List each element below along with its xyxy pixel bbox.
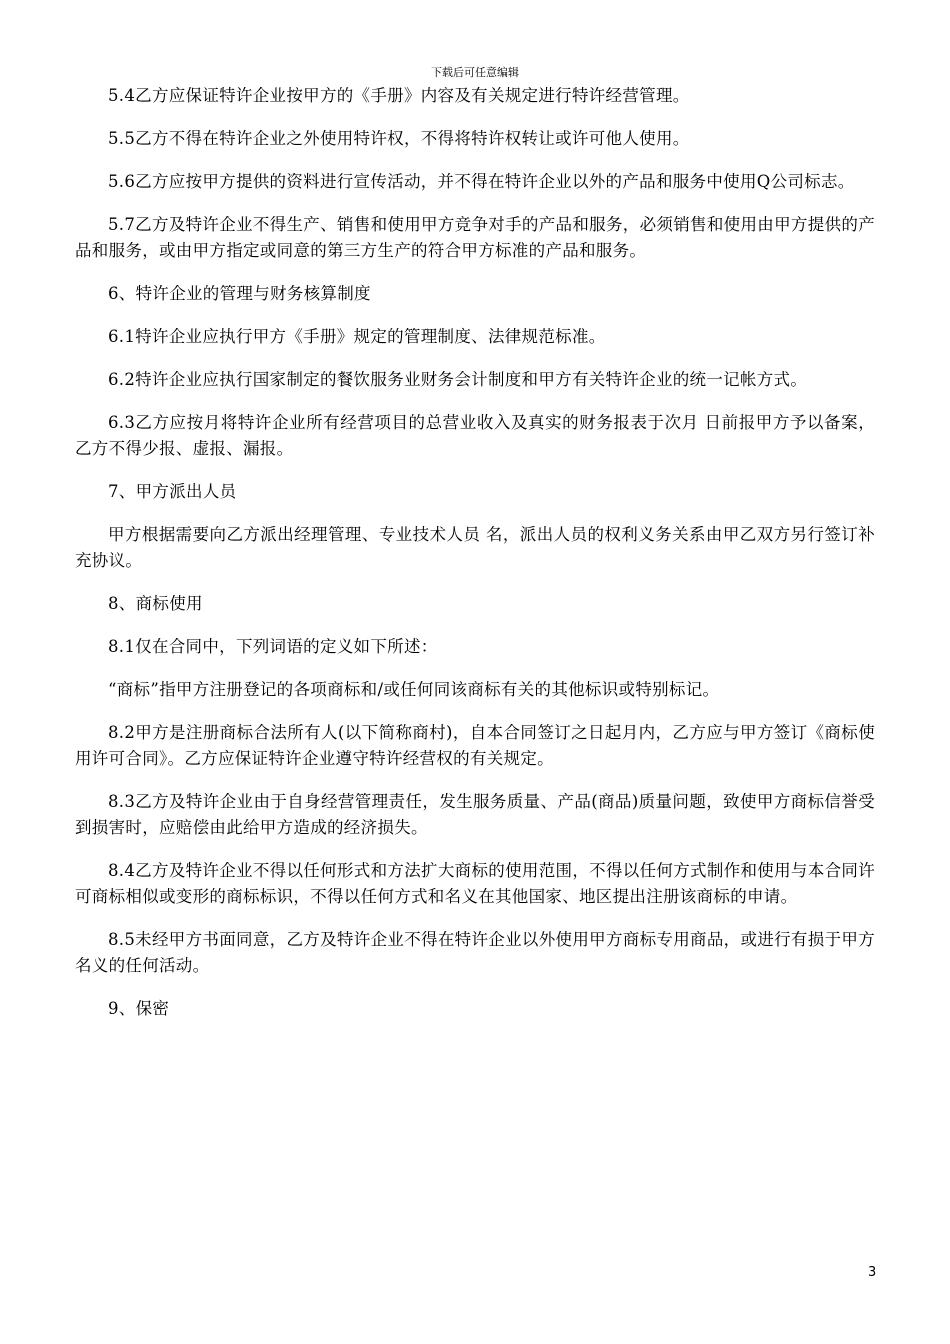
clause-5-5: 5.5乙方不得在特许企业之外使用特许权，不得将特许权转让或许可他人使用。 [108, 129, 690, 148]
clause-8-1: 8.1仅在合同中，下列词语的定义如下所述： [108, 637, 438, 656]
section-heading-8: 8、商标使用 [108, 594, 203, 613]
section-heading-7: 7、甲方派出人员 [108, 482, 237, 501]
clause-8-3: 8.3乙方及特许企业由于自身经营管理责任，发生服务质量、产品(商品)质量问题，致使甲方商标信誉受到损害时，应赔偿由此给甲方造成的经济损失。 [75, 792, 875, 837]
clause-5-4: 5.4乙方应保证特许企业按甲方的《手册》内容及有关规定进行特许经营管理。 [108, 86, 690, 105]
clause-6-1: 6.1特许企业应执行甲方《手册》规定的管理制度、法律规范标准。 [108, 327, 606, 346]
clause-6-3: 6.3乙方应按月将特许企业所有经营项目的总营业收入及真实的财务报表于次月 日前报甲方予以备案，乙方不得少报、虚报、漏报。 [75, 413, 875, 458]
section-heading-6: 6、特许企业的管理与财务核算制度 [108, 284, 371, 303]
clause-6-2: 6.2特许企业应执行国家制定的餐饮服务业财务会计制度和甲方有关特许企业的统一记帐方式。 [108, 370, 808, 389]
page-number: 3 [868, 1265, 877, 1280]
clause-8-2: 8.2甲方是注册商标合法所有人(以下简称商村)，自本合同签订之日起月内，乙方应与甲方签订《商标使用许可合同》。乙方应保证特许企业遵守特许经营权的有关规定。 [75, 723, 875, 768]
clause-8-5: 8.5未经甲方书面同意，乙方及特许企业不得在特许企业以外使用甲方商标专用商品，或进行有损于甲方名义的任何活动。 [75, 930, 875, 975]
clause-5-7: 5.7乙方及特许企业不得生产、销售和使用甲方竞争对手的产品和服务，必须销售和使用由甲方提供的产品和服务，或由甲方指定或同意的第三方生产的符合甲方标准的产品和服务。 [75, 215, 875, 260]
clause-8-4: 8.4乙方及特许企业不得以任何形式和方法扩大商标的使用范围，不得以任何方式制作和使用与本合同许可商标相似或变形的商标标识，不得以任何方式和名义在其他国家、地区提出注册该商标的申请。 [75, 861, 875, 906]
page-header-note: 下载后可任意编辑 [431, 66, 519, 79]
document-body [75, 83, 875, 1039]
clause-7-body: 甲方根据需要向乙方派出经理管理、专业技术人员 名，派出人员的权利义务关系由甲乙双方另行签订补充协议。 [75, 525, 875, 570]
section-heading-9: 9、保密 [108, 999, 170, 1018]
clause-5-6: 5.6乙方应按甲方提供的资料进行宣传活动，并不得在特许企业以外的产品和服务中使用Q公司标志。 [108, 172, 855, 191]
definition-trademark: “商标”指甲方注册登记的各项商标和/或任何同该商标有关的其他标识或特别标记。 [108, 680, 720, 699]
